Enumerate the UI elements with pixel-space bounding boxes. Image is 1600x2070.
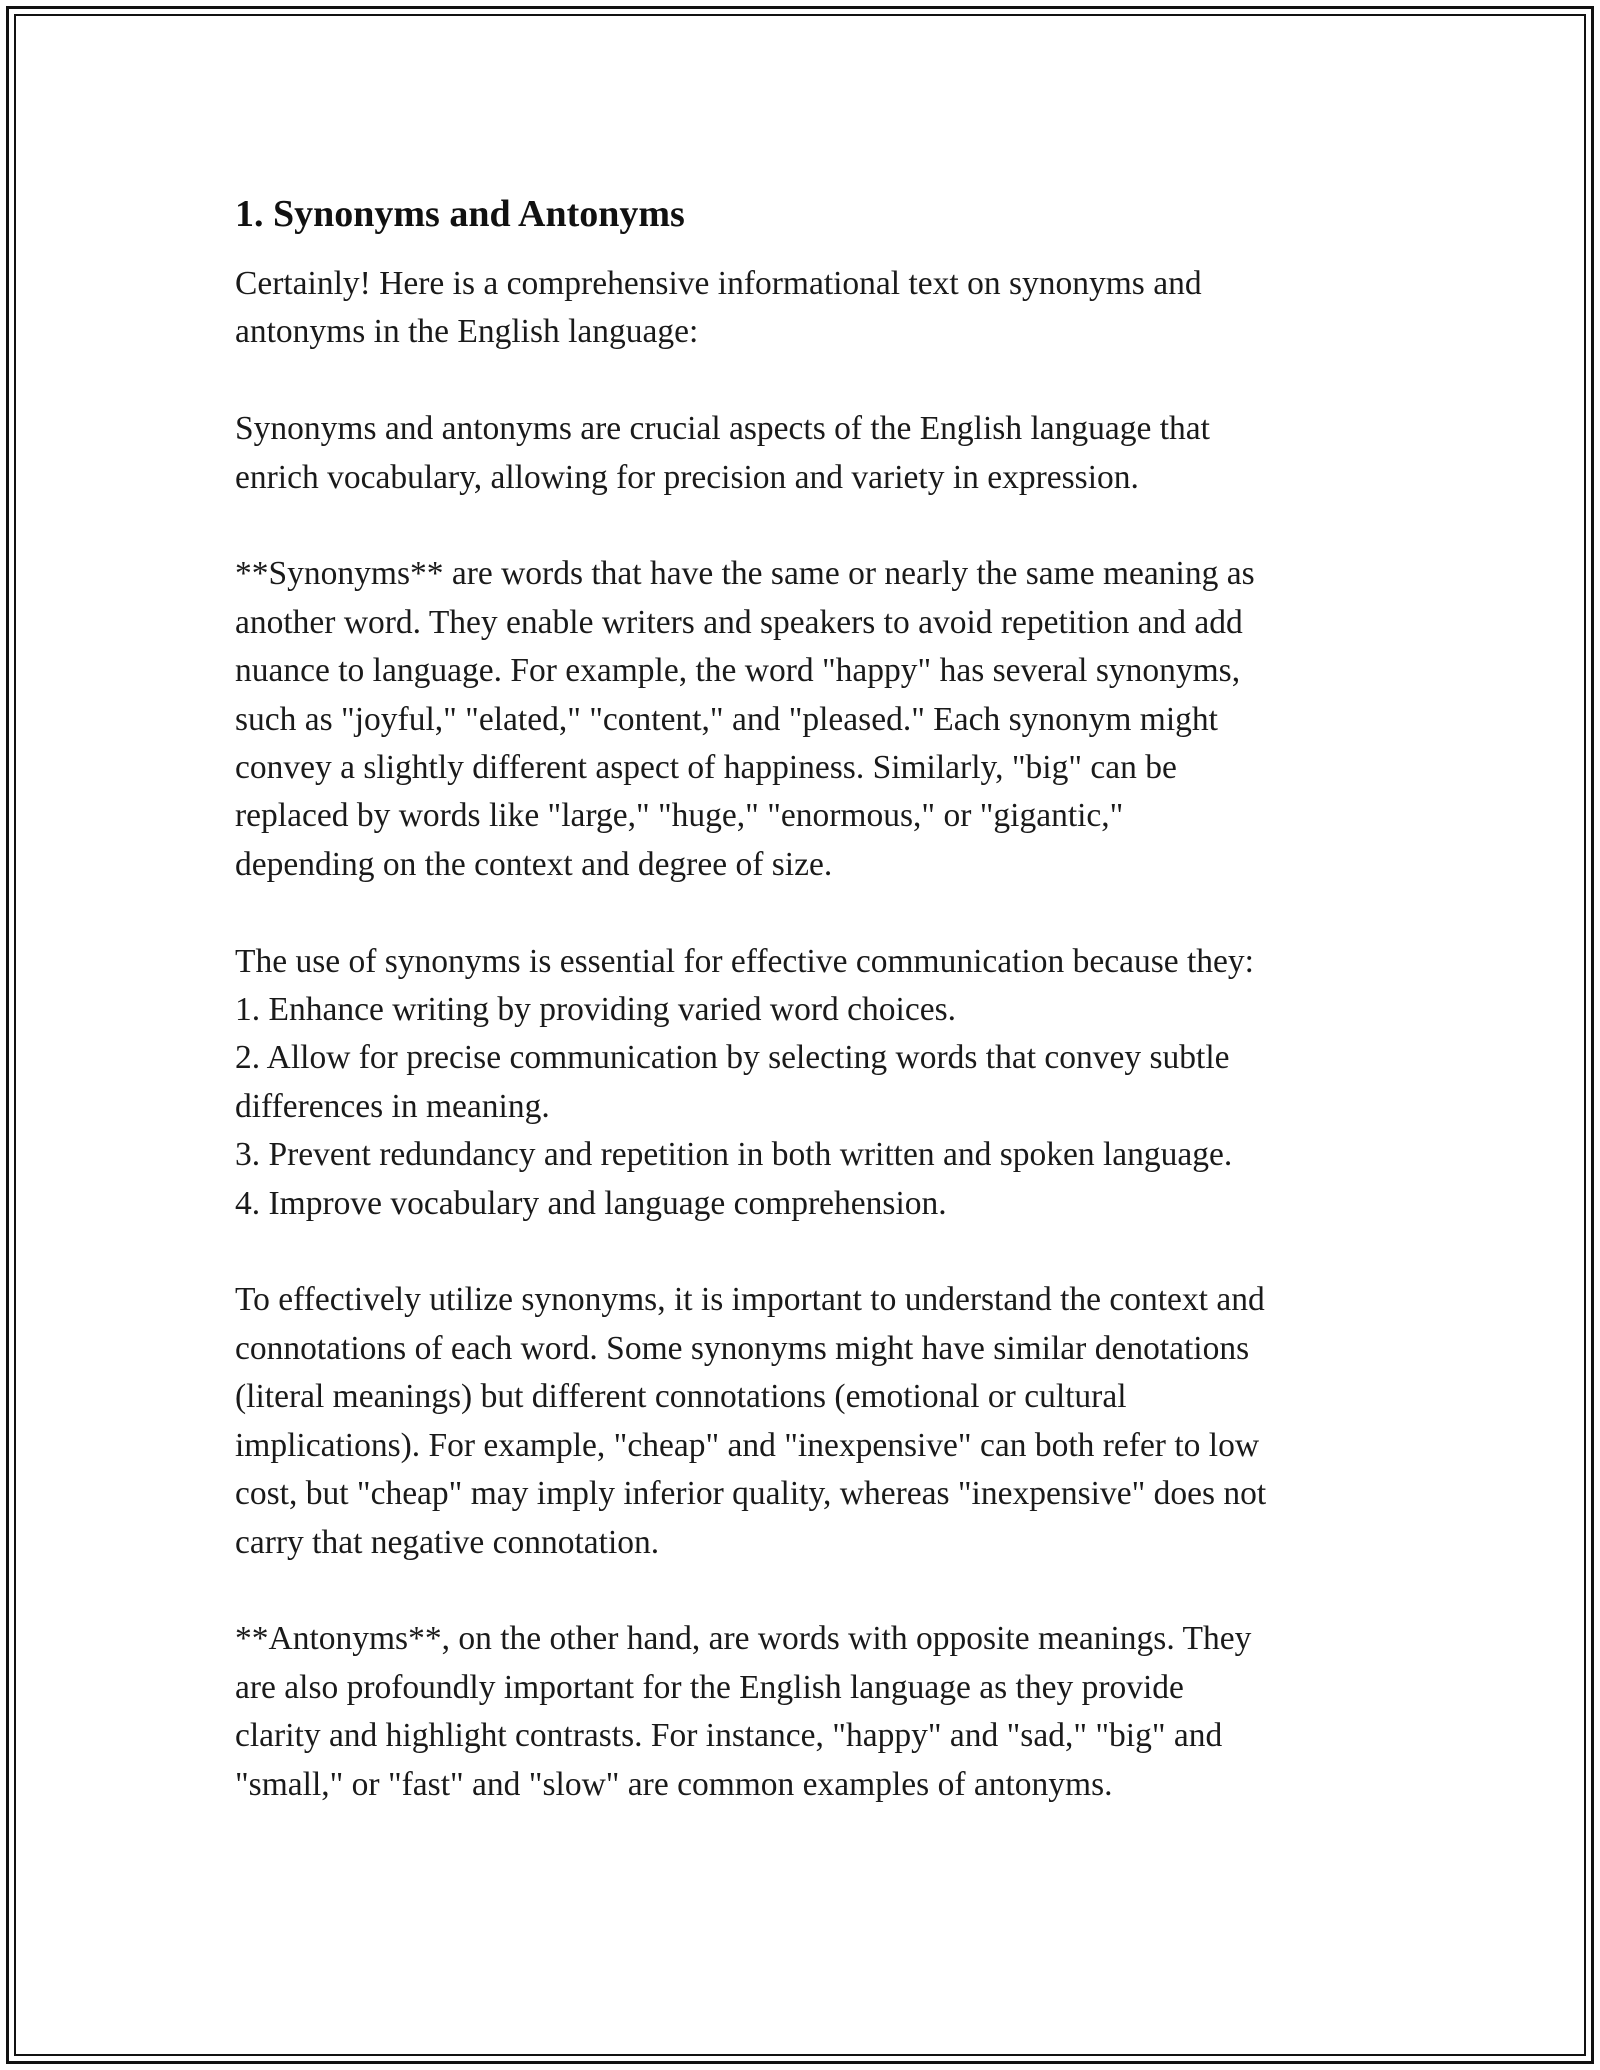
text-line: (literal meanings) but different connotations (emotional or cultural [235,1378,1127,1416]
paragraph-antonyms-definition [235,1615,1375,1809]
list-item: 1. Enhance writing by providing varied word choices. [235,991,956,1029]
text-line: nuance to language. For example, the word "happy" has several synonyms, [235,652,1241,690]
text-line: clarity and highlight contrasts. For instance, "happy" and "sad," "big" and [235,1717,1223,1755]
text-line: To effectively utilize synonyms, it is important to understand the context and [235,1281,1265,1319]
text-line: depending on the context and degree of size. [235,845,833,883]
text-line: Synonyms and antonyms are crucial aspects of the English language that [235,410,1210,448]
document-body [235,188,1375,1857]
text-line: replaced by words like "large," "huge," "enormous," or "gigantic," [235,797,1124,835]
list-item: 2. Allow for precise communication by selecting words that convey subtle [235,1039,1230,1077]
list-item: 4. Improve vocabulary and language comprehension. [235,1184,947,1222]
paragraph-overview [235,405,1375,502]
paragraph-synonyms-definition [235,550,1375,889]
paragraph-connotations [235,1276,1375,1566]
text-line: are also profoundly important for the English language as they provide [235,1668,1184,1706]
text-line: Certainly! Here is a comprehensive informational text on synonyms and [235,265,1202,302]
text-line: connotations of each word. Some synonyms might have similar denotations [235,1329,1250,1367]
text-line: convey a slightly different aspect of happiness. Similarly, "big" can be [235,749,1177,787]
text-line: implications). For example, "cheap" and "inexpensive" can both refer to low [235,1426,1260,1464]
text-line: The use of synonyms is essential for effective communication because they: [235,942,1254,980]
text-line: cost, but "cheap" may imply inferior quality, whereas "inexpensive" does not [235,1475,1267,1513]
text-line: "small," or "fast" and "slow" are common examples of antonyms. [235,1765,1113,1803]
text-line: another word. They enable writers and speakers to avoid repetition and add [235,603,1243,641]
section-title: 1. Synonyms and Antonyms [235,193,685,235]
text-line: antonyms in the English language: [235,313,699,351]
text-line: **Antonyms**, on the other hand, are words with opposite meanings. They [235,1620,1252,1658]
text-line: **Synonyms** are words that have the same or nearly the same meaning as [235,555,1255,593]
list-item: 3. Prevent redundancy and repetition in both written and spoken language. [235,1136,1233,1174]
list-item-continuation: differences in meaning. [235,1087,550,1125]
paragraph-synonyms-uses-list [235,938,1375,1228]
text-line: enrich vocabulary, allowing for precision and variety in expression. [235,458,1139,496]
paragraph-intro [235,260,1375,357]
text-line: carry that negative connotation. [235,1523,660,1561]
text-line: such as "joyful," "elated," "content," and "pleased." Each synonym might [235,700,1218,738]
